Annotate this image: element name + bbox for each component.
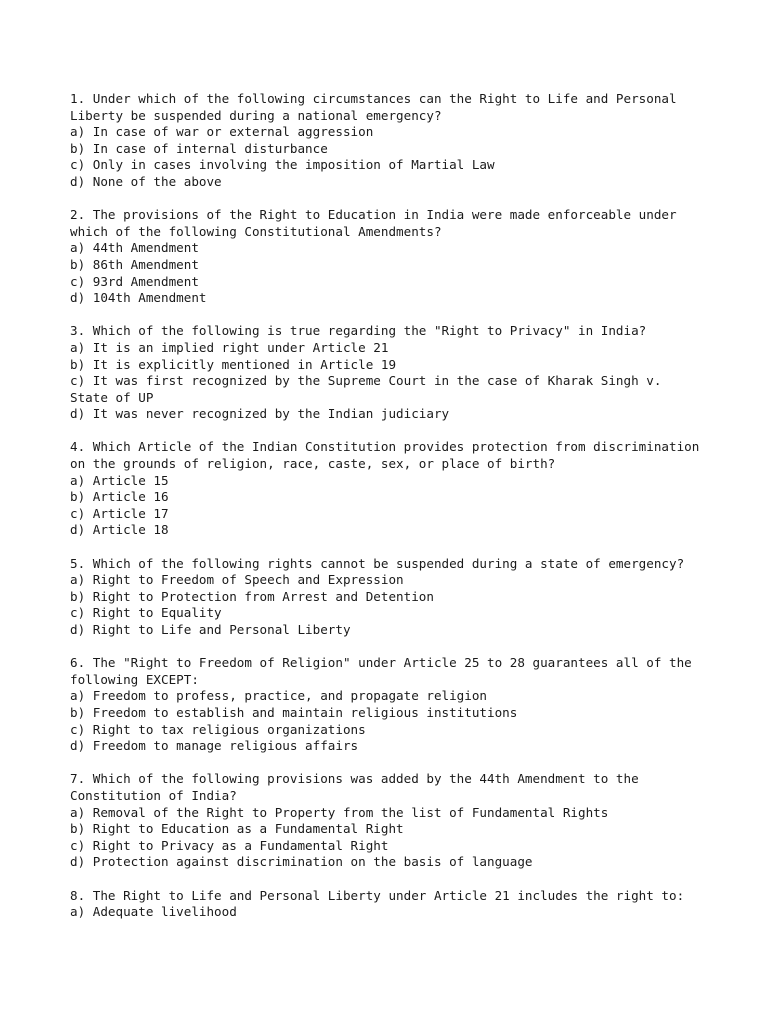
- option-b: b) 86th Amendment: [70, 256, 199, 272]
- option-d: d) 104th Amendment: [70, 290, 207, 306]
- option-a: a) Removal of the Right to Property from the list of Fundamental Rights: [70, 804, 609, 820]
- option-c: c) Right to Equality: [70, 605, 222, 621]
- option-c: c) Article 17: [70, 505, 169, 521]
- option-b: b) Right to Education as a Fundamental Right: [70, 821, 404, 837]
- option-d: d) Right to Life and Personal Liberty: [70, 622, 351, 637]
- document-page: [70, 91, 750, 937]
- option-c: c) Only in cases involving the imposition of Martial Law: [70, 157, 495, 173]
- option-d: d) Article 18: [70, 522, 169, 538]
- option-b: b) Article 16: [70, 489, 169, 505]
- option-d: d) It was never recognized by the Indian judiciary: [70, 406, 450, 422]
- option-c: c) Right to Privacy as a Fundamental Right: [70, 837, 389, 853]
- question-text: 4. Which Article of the Indian Constitution provides protection from discrimination on the grounds of religion, race, caste, sex, or place of birth?: [70, 439, 700, 472]
- option-d: d) Freedom to manage religious affairs: [70, 738, 359, 754]
- question-text: 8. The Right to Life and Personal Liberty under Article 21 includes the right to:: [70, 887, 685, 903]
- question-6: [70, 655, 750, 755]
- question-8: [70, 888, 750, 921]
- question-1: [70, 91, 750, 191]
- option-a: a) Article 15: [70, 472, 169, 488]
- option-a: a) Freedom to profess, practice, and propagate religion: [70, 688, 488, 704]
- option-d: d) Protection against discrimination on the basis of language: [70, 854, 533, 870]
- question-2: [70, 207, 750, 307]
- question-7: [70, 771, 750, 871]
- option-c: c) Right to tax religious organizations: [70, 721, 366, 737]
- question-text: 7. Which of the following provisions was added by the 44th Amendment to the Constitution of India?: [70, 771, 639, 803]
- question-text: 3. Which of the following is true regarding the "Right to Privacy" in India?: [70, 323, 647, 339]
- option-a: a) Adequate livelihood: [70, 904, 237, 920]
- option-b: b) Right to Protection from Arrest and Detention: [70, 588, 434, 604]
- option-b: b) It is explicitly mentioned in Article 19: [70, 356, 397, 372]
- question-5: [70, 556, 750, 639]
- option-d: d) None of the above: [70, 173, 222, 189]
- option-c: c) It was first recognized by the Supreme Court in the case of Kharak Singh v. State of UP: [70, 373, 662, 405]
- question-text: 6. The "Right to Freedom of Religion" under Article 25 to 28 guarantees all of the following EXCEPT:: [70, 655, 692, 687]
- option-a: a) Right to Freedom of Speech and Expression: [70, 572, 404, 588]
- option-a: a) 44th Amendment: [70, 240, 199, 256]
- question-text: 2. The provisions of the Right to Education in India were made enforceable under which of the following Constitutional Amendments?: [70, 207, 677, 239]
- option-b: b) Freedom to establish and maintain religious institutions: [70, 704, 518, 720]
- question-4: [70, 439, 750, 539]
- option-a: a) It is an implied right under Article 21: [70, 339, 389, 355]
- option-c: c) 93rd Amendment: [70, 273, 199, 289]
- question-3: [70, 323, 750, 423]
- option-a: a) In case of war or external aggression: [70, 124, 374, 140]
- question-text: 5. Which of the following rights cannot be suspended during a state of emergency?: [70, 555, 685, 571]
- option-b: b) In case of internal disturbance: [70, 140, 328, 156]
- question-text: 1. Under which of the following circumstances can the Right to Life and Personal Liberty be suspended during a national emergency?: [70, 91, 677, 123]
